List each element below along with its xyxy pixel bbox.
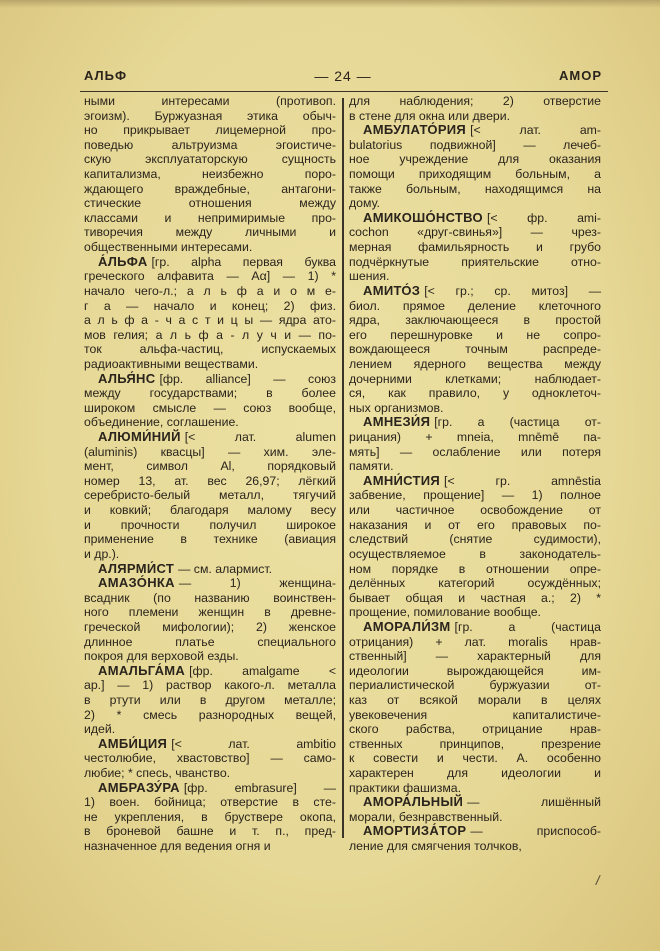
line-text: капитализма, неизбежно поро-	[84, 167, 336, 182]
entry-line	[84, 795, 336, 810]
entry-line	[84, 576, 336, 591]
line-text: радиоактивными веществами.	[84, 356, 259, 371]
line-text: осуществляемое в законодатель-	[349, 546, 601, 561]
line-text: эгоизм). Буржуазная этика обыч-	[84, 108, 336, 123]
entry-line	[349, 576, 601, 591]
line-text: bulatorius подвижной] — лечеб-	[349, 137, 601, 152]
entry-line	[349, 225, 601, 240]
entry-line	[349, 781, 601, 796]
line-text: 2) * смесь разнородных вещей,	[84, 707, 336, 722]
dictionary-entry	[84, 781, 336, 854]
entry-line	[349, 328, 601, 343]
line-text: забвение, прощение] — 1) полное	[349, 488, 601, 503]
entry-line	[84, 635, 336, 650]
line-text: всадник (по названию воинствен-	[84, 590, 336, 605]
headword: АМИКОШО́НСТВО	[363, 209, 483, 225]
line-text: ар.] — 1) раствор какого-л. металла	[84, 678, 336, 693]
entry-line	[84, 167, 336, 182]
line-text: практики фашизма.	[349, 780, 462, 795]
line-text: подчёркнутые приятельские отно-	[349, 254, 601, 269]
line-text: 1) воен. бойница; отверстие в сте-	[84, 795, 336, 810]
entry-line	[84, 386, 336, 401]
line-text: ного племени женщин в древне-	[84, 605, 336, 620]
running-header	[84, 68, 602, 88]
line-text: и др.).	[84, 546, 120, 561]
line-text: [< гр. amnēstia	[444, 473, 601, 488]
entry-line	[349, 708, 601, 723]
headword: АМОРТИЗА́ТОР	[363, 823, 467, 839]
dictionary-entry	[84, 664, 336, 737]
entry-line	[84, 751, 336, 766]
dictionary-entry	[349, 123, 601, 211]
entry-line	[84, 123, 336, 138]
entry-line	[84, 810, 336, 825]
header-rule	[80, 91, 608, 92]
entry-line	[349, 211, 601, 226]
line-text: ждающего враждебные, антагони-	[84, 181, 336, 196]
entry-line	[349, 766, 601, 781]
entry-line	[349, 109, 601, 124]
line-text: поведью альтруизма эгоистиче-	[84, 137, 336, 152]
dictionary-entry	[349, 795, 601, 824]
line-text: ся, как правило, у одноклеточ-	[349, 386, 601, 401]
entry-line	[84, 503, 336, 518]
page-edge	[0, 0, 660, 8]
line-text: ток альфа-частиц, испускаемых	[84, 342, 336, 357]
dictionary-entry	[349, 284, 601, 415]
line-text: честолюбие, хвастовство] — само-	[84, 751, 336, 766]
entry-line	[349, 722, 601, 737]
entry-line	[349, 167, 601, 182]
line-text: дому.	[349, 196, 380, 211]
entry-line	[349, 182, 601, 197]
header-right-word: АМОР	[559, 68, 602, 83]
line-text: дочерними клетками; наблюдает-	[349, 371, 601, 386]
line-text: к совести и чести. А. особенно	[349, 751, 601, 766]
line-text: номер 13, ат. вес 26,97; лёгкий	[84, 473, 336, 488]
column-divider	[342, 98, 344, 838]
right-column	[349, 94, 601, 854]
entry-line	[349, 810, 601, 825]
entry-line	[84, 94, 336, 109]
line-text: стические отношения между	[84, 196, 336, 211]
pencil-mark: /	[594, 871, 602, 889]
line-text: вождающееся точным распреде-	[349, 342, 601, 357]
entry-line	[84, 518, 336, 533]
line-text: — 1) женщина-	[178, 576, 336, 591]
headword: АМАЗО́НКА	[98, 575, 175, 591]
line-text: мерная фамильярность и грубо	[349, 240, 601, 255]
entry-line	[84, 824, 336, 839]
entry-line	[349, 386, 601, 401]
line-text: и прочности получил широкое	[84, 517, 336, 532]
entry-line	[349, 824, 601, 839]
entry-line	[349, 474, 601, 489]
line-text: г а — начало и конец; 2) физ.	[84, 298, 336, 313]
entry-line	[84, 459, 336, 474]
line-text: ственный] — характерный для	[349, 649, 601, 664]
entry-line	[349, 138, 601, 153]
line-text: его перешнуровке и не сопро-	[349, 327, 601, 342]
line-text: ными интересами (противоп.	[84, 94, 336, 108]
line-text: характерен для идеологии и	[349, 766, 601, 781]
line-text: рицания) + mneia, mnēmē па-	[349, 430, 601, 445]
dictionary-entry	[84, 562, 336, 577]
line-text: начало чего-л.; а л ь ф а и о м е-	[84, 283, 336, 298]
entry-line	[349, 269, 601, 284]
entry-line	[349, 255, 601, 270]
line-text: между государствами; в более	[84, 386, 336, 401]
page-number: — 24 —	[314, 68, 372, 84]
entry-line	[349, 240, 601, 255]
entry-line	[84, 722, 336, 737]
entry-line	[349, 649, 601, 664]
line-text: каз от всякой морали в целях	[349, 692, 601, 707]
line-text: ных организмов.	[349, 400, 444, 415]
entry-line	[349, 839, 601, 854]
entry-line	[349, 196, 601, 211]
line-text: [< лат. am-	[470, 123, 601, 138]
entry-line	[349, 678, 601, 693]
line-text: греческого алфавита — Αα] — 1) *	[84, 269, 336, 284]
line-text: в броневой башне и т. п., пред-	[84, 824, 336, 839]
entry-line	[349, 605, 601, 620]
line-text: ственных принципов, презрение	[349, 736, 601, 751]
entry-line	[84, 562, 336, 577]
entry-line	[84, 284, 336, 299]
headword: АМОРАЛИ́ЗМ	[363, 618, 451, 634]
line-text: делённых категорий осуждённых;	[349, 576, 601, 591]
entry-line	[349, 313, 601, 328]
line-text: увековечения капиталистиче-	[349, 707, 601, 722]
entry-line	[349, 737, 601, 752]
line-text: [< фр. ami-	[486, 210, 601, 225]
line-text: скую эксплуататорскую сущность	[84, 152, 336, 167]
line-text: периалистической буржуазии от-	[349, 678, 601, 693]
entry-line	[84, 225, 336, 240]
line-text: классами и непримиримые про-	[84, 210, 336, 225]
entry-line	[84, 415, 336, 430]
dictionary-entry	[349, 211, 601, 284]
line-text: или частичное освобождение от	[349, 503, 601, 518]
line-text: но прикрывает лицемерной про-	[84, 123, 336, 138]
entry-line	[84, 240, 336, 255]
line-text: ление для смягчения толчков,	[349, 839, 522, 854]
entry-line	[84, 781, 336, 796]
line-text: [< лат. alumen	[184, 430, 336, 445]
entry-line	[349, 488, 601, 503]
line-text: бывает общая и частная а.; 2) *	[349, 590, 601, 605]
line-text: памяти.	[349, 459, 394, 474]
entry-line	[349, 445, 601, 460]
line-text: cochon «друг-свинья»] — чрез-	[349, 225, 601, 240]
entry-line	[349, 372, 601, 387]
entry-line	[349, 357, 601, 372]
entry-line	[349, 503, 601, 518]
line-text: прощение, помилование вообще.	[349, 605, 541, 620]
entry-line	[349, 459, 601, 474]
entry-line	[349, 562, 601, 577]
entry-line	[84, 109, 336, 124]
line-text: в стене для окна или двери.	[349, 108, 511, 123]
entry-line	[84, 196, 336, 211]
entry-line	[84, 372, 336, 387]
entry-line	[349, 284, 601, 299]
dictionary-entry	[349, 94, 601, 123]
line-text: ядра, заключающееся в простой	[349, 313, 601, 328]
line-text: ное учреждение для оказания	[349, 152, 601, 167]
entry-line	[84, 474, 336, 489]
dictionary-entry	[84, 737, 336, 781]
line-text: [гр. a (частица от-	[434, 415, 601, 430]
line-text: [< гр.; ср. митоз] —	[424, 283, 601, 298]
entry-line	[84, 620, 336, 635]
line-text: а л ь ф а - ч а с т и ц ы — ядра ато-	[84, 313, 336, 328]
entry-line	[84, 664, 336, 679]
line-text: применение в технике (авиация	[84, 532, 336, 547]
entry-line	[84, 342, 336, 357]
line-text: ского рабства, отрицание нрав-	[349, 722, 601, 737]
dictionary-entry	[349, 474, 601, 620]
entry-line	[84, 313, 336, 328]
headword: АМБИ́ЦИЯ	[98, 735, 168, 751]
line-text: мять] — ослабление или потеря	[349, 444, 601, 459]
dictionary-entry	[84, 430, 336, 561]
entry-line	[349, 620, 601, 635]
entry-line	[349, 693, 601, 708]
dictionary-entry	[84, 372, 336, 430]
line-text: мент, символ Al, порядковый	[84, 459, 336, 474]
entry-line	[84, 401, 336, 416]
line-text: любие; * спесь, чванство.	[84, 766, 231, 781]
entry-line	[84, 299, 336, 314]
entry-line	[349, 123, 601, 138]
dictionary-entry	[349, 824, 601, 853]
line-text: [фр. alliance] — союз	[159, 371, 336, 386]
line-text: (aluminis) квасцы] — хим. эле-	[84, 444, 336, 459]
entry-line	[84, 708, 336, 723]
header-left-word: АЛЬФ	[84, 68, 128, 83]
line-text: тиворечия между личными и	[84, 225, 336, 240]
line-text: ном порядке в отношении опре-	[349, 561, 601, 576]
dictionary-entry	[84, 94, 336, 255]
line-text: для наблюдения; 2) отверстие	[349, 94, 601, 108]
entry-line	[84, 649, 336, 664]
entry-line	[349, 664, 601, 679]
line-text: помощи приходящим больным, а	[349, 167, 601, 182]
entry-line	[84, 152, 336, 167]
headword: АМБУЛАТО́РИЯ	[363, 122, 467, 138]
entry-line	[84, 488, 336, 503]
entry-line	[84, 678, 336, 693]
entry-line	[84, 357, 336, 372]
line-text: [фр. amalgame <	[189, 663, 336, 678]
left-column	[84, 94, 336, 854]
entry-line	[84, 328, 336, 343]
line-text: наказания и от его правовых по-	[349, 517, 601, 532]
entry-line	[84, 766, 336, 781]
line-text: греческой мифологии); 2) женское	[84, 619, 336, 634]
entry-line	[349, 518, 601, 533]
line-text: морали, безнравственный.	[349, 809, 503, 824]
line-text: [гр. alpha первая буква	[151, 254, 336, 269]
line-text: длинное платье специального	[84, 634, 336, 649]
line-text: шения.	[349, 269, 390, 284]
entry-line	[84, 269, 336, 284]
headword: АМНЕЗИ́Я	[363, 414, 431, 430]
entry-line	[84, 591, 336, 606]
line-text: также больным, находящимся на	[349, 181, 601, 196]
entry-line	[84, 605, 336, 620]
line-text: и ковкий; благодаря малому весу	[84, 503, 336, 518]
headword: АЛЮМИ́НИЙ	[98, 429, 181, 445]
line-text: общественными интересами.	[84, 240, 253, 255]
entry-line	[349, 401, 601, 416]
line-text: [фр. embrasure] —	[183, 780, 336, 795]
line-text: — лишённый	[467, 795, 601, 810]
entry-line	[349, 591, 601, 606]
line-text: широком смысле — союз вообще,	[84, 400, 336, 415]
entry-line	[349, 635, 601, 650]
line-text: серебристо-белый металл, тягучий	[84, 488, 336, 503]
dictionary-entry	[84, 255, 336, 372]
entry-line	[349, 299, 601, 314]
headword: АМБРАЗУ́РА	[98, 779, 180, 795]
entry-line	[349, 94, 601, 109]
line-text: лением ядерного вещества между	[349, 356, 601, 371]
entry-line	[349, 415, 601, 430]
dictionary-entry	[349, 620, 601, 795]
line-text: [гр. a (частица	[454, 619, 601, 634]
line-text: мов гелия; а л ь ф а - л у ч и — по-	[84, 327, 336, 342]
entry-line	[349, 532, 601, 547]
entry-line	[84, 445, 336, 460]
line-text: — приспособ-	[470, 824, 601, 839]
entry-line	[349, 751, 601, 766]
line-text: идей.	[84, 722, 116, 737]
entry-line	[84, 693, 336, 708]
line-text: объединение, соглашение.	[84, 415, 239, 430]
headword: А́ЛЬФА	[98, 253, 148, 269]
headword: АМАЛЬГА́МА	[98, 662, 186, 678]
entry-line	[349, 152, 601, 167]
headword: АМИТО́З	[363, 282, 421, 298]
line-text: назначенное для ведения огня и	[84, 839, 271, 854]
line-text: отрицания) + лат. moralis нрав-	[349, 634, 601, 649]
headword: АМНИ́СТИЯ	[363, 472, 441, 488]
line-text: следствий (снятие судимости),	[349, 532, 601, 547]
headword: АЛЯРМИ́СТ	[98, 560, 175, 576]
headword: АЛЬЯ́НС	[98, 370, 156, 386]
line-text: биол. прямое деление клеточного	[349, 298, 601, 313]
entry-line	[84, 255, 336, 270]
entry-line	[84, 532, 336, 547]
entry-line	[349, 795, 601, 810]
line-text: покроя для верховой езды.	[84, 649, 239, 664]
entry-line	[84, 547, 336, 562]
entry-line	[84, 211, 336, 226]
entry-line	[349, 430, 601, 445]
line-text: [< лат. ambitio	[171, 736, 336, 751]
entry-line	[84, 737, 336, 752]
entry-line	[84, 138, 336, 153]
line-text: в ртути или в другом металле;	[84, 692, 336, 707]
headword: АМОРА́ЛЬНЫЙ	[363, 794, 464, 810]
line-text: — см. алармист.	[178, 561, 273, 576]
dictionary-entry	[84, 576, 336, 664]
line-text: не укрепления, в бруствере окопа,	[84, 809, 336, 824]
entry-line	[84, 839, 336, 854]
entry-line	[84, 430, 336, 445]
line-text: идеологии вырождающейся им-	[349, 663, 601, 678]
dictionary-entry	[349, 415, 601, 473]
entry-line	[349, 547, 601, 562]
entry-line	[84, 182, 336, 197]
entry-line	[349, 342, 601, 357]
